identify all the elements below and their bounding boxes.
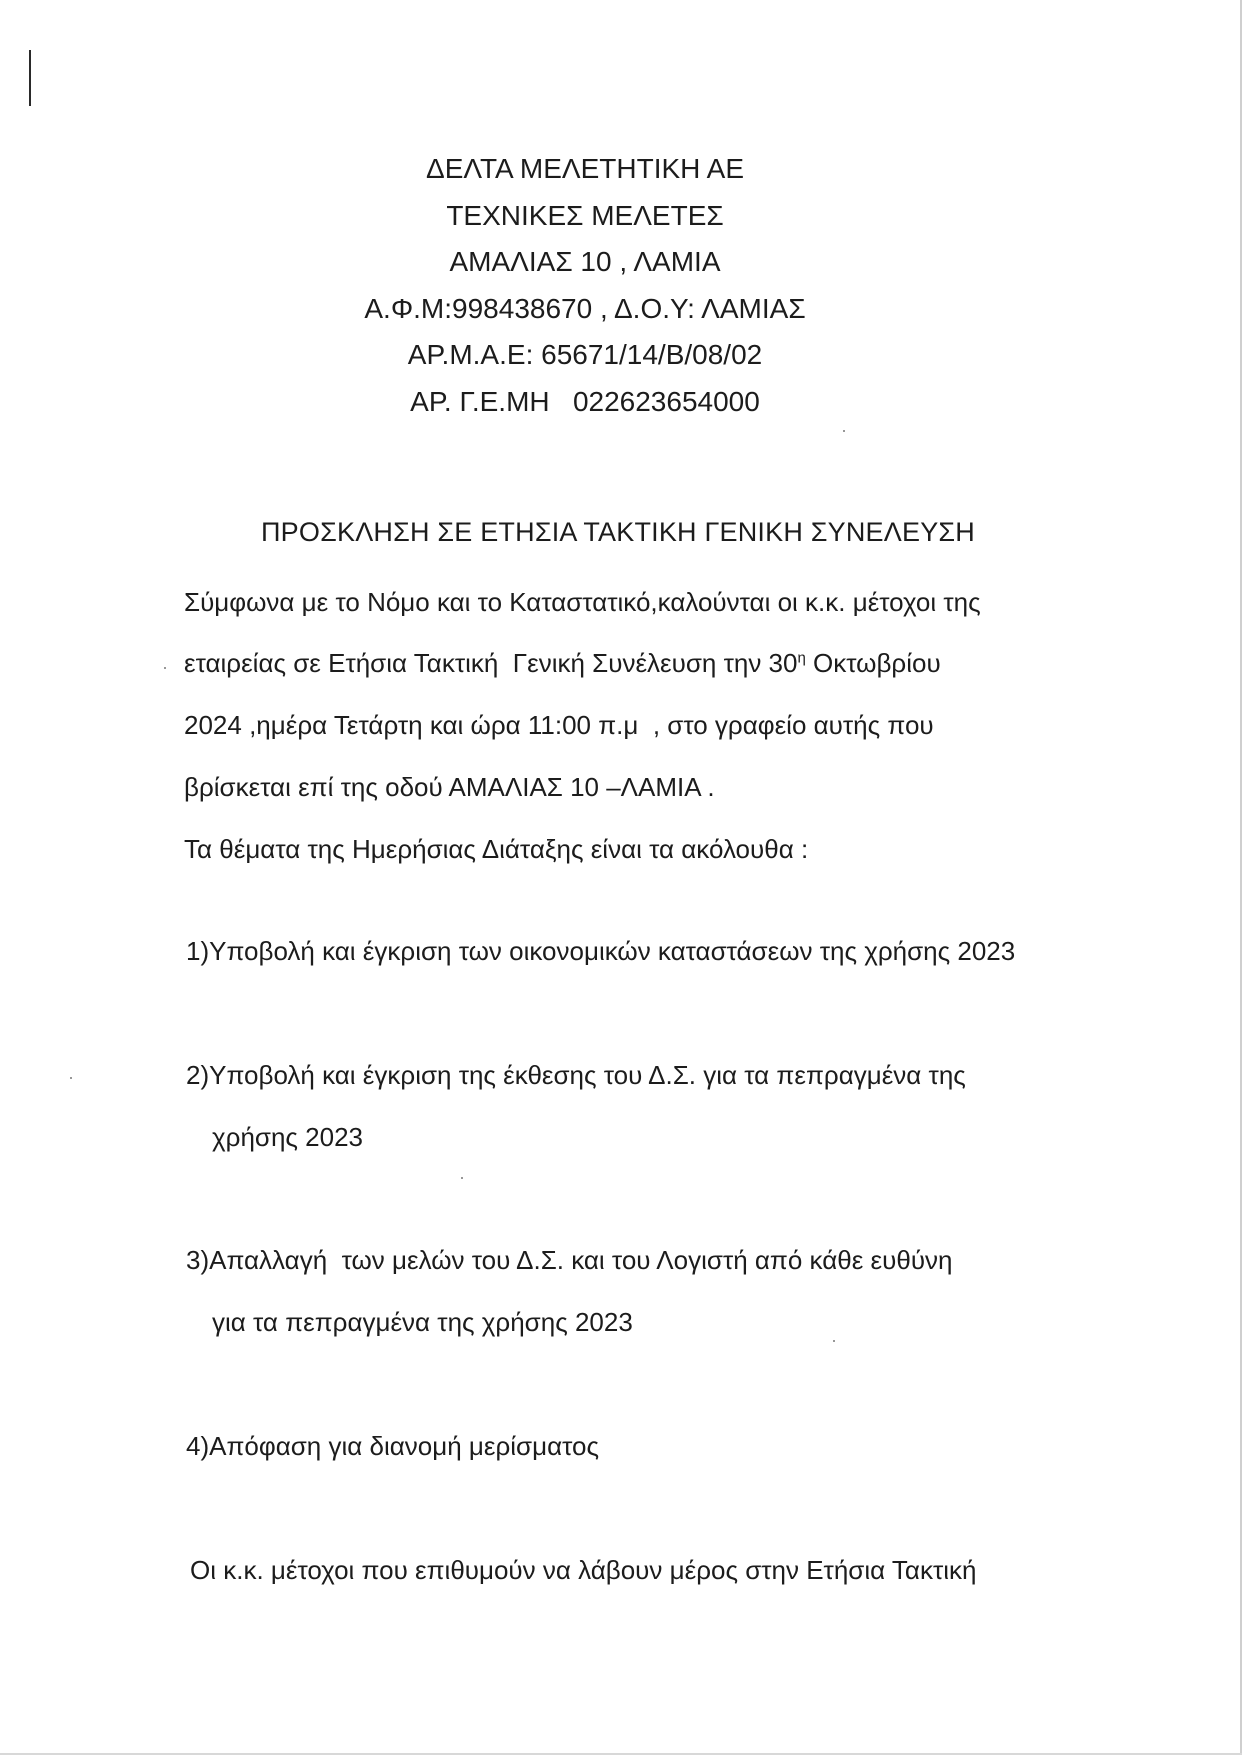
company-tax-id: Α.Φ.Μ:998438670 , Δ.Ο.Υ: ΛΑΜΙΑΣ [364,292,806,324]
scan-speck [70,1077,72,1079]
intro-line-2-text: εταιρείας σε Ετήσια Τακτική Γενική Συνέλευση την 30 [184,648,798,678]
agenda-item-2: 2)Υποβολή και έγκριση της έκθεσης του Δ.Σ. για τα πεπραγμένα της [186,1060,966,1090]
intro-line-1: Σύμφωνα με το Νόμο και το Καταστατικό,καλούνται οι κ.κ. μέτοχοι της [184,587,981,617]
agenda-item-3: 3)Απαλλαγή των μελών του Δ.Σ. και του Λογιστή από κάθε ευθύνη [186,1245,953,1275]
ordinal-superscript: η [797,649,806,667]
intro-line-3: 2024 ,ημέρα Τετάρτη και ώρα 11:00 π.μ , στο γραφείο αυτής που [184,710,934,740]
agenda-intro: Τα θέματα της Ημερήσιας Διάταξης είναι τα ακόλουθα : [184,834,809,864]
scan-speck [833,1340,835,1342]
company-gemi-number: ΑΡ. Γ.Ε.ΜΗ 022623654000 [410,385,760,417]
intro-line-4: βρίσκεται επί της οδού ΑΜΑΛΙΑΣ 10 –ΛΑΜΙΑ . [184,772,715,802]
agenda-item-4: 4)Απόφαση για διανομή μερίσματος [186,1431,600,1461]
scan-speck [164,667,166,669]
closing-line: Οι κ.κ. μέτοχοι που επιθυμούν να λάβουν μέρος στην Ετήσια Τακτική [190,1555,977,1585]
agenda-item-2-continuation: χρήσης 2023 [212,1122,363,1152]
agenda-item-3-continuation: για τα πεπραγμένα της χρήσης 2023 [212,1307,633,1337]
intro-line-2-month: Οκτωβρίου [805,648,941,678]
scan-speck [843,430,845,432]
agenda-item-1: 1)Υποβολή και έγκριση των οικονομικών καταστάσεων της χρήσης 2023 [186,936,1016,966]
company-activity: ΤΕΧΝΙΚΕΣ ΜΕΛΕΤΕΣ [446,199,724,231]
scan-artifact-mark [29,50,31,106]
document-title: ΠΡΟΣΚΛΗΣΗ ΣΕ ΕΤΗΣΙΑ ΤΑΚΤΙΚΗ ΓΕΝΙΚΗ ΣΥΝΕΛΕΥΣΗ [260,517,975,547]
company-registration-number: ΑΡ.Μ.Α.Ε: 65671/14/Β/08/02 [407,339,763,370]
intro-line-2 [184,648,941,679]
scan-speck [461,1177,463,1179]
company-name: ΔΕΛΤΑ ΜΕΛΕΤΗΤΙΚΗ ΑΕ [425,153,744,184]
company-header [0,146,1170,425]
company-address: ΑΜΑΛΙΑΣ 10 , ΛΑΜΙΑ [449,246,721,277]
